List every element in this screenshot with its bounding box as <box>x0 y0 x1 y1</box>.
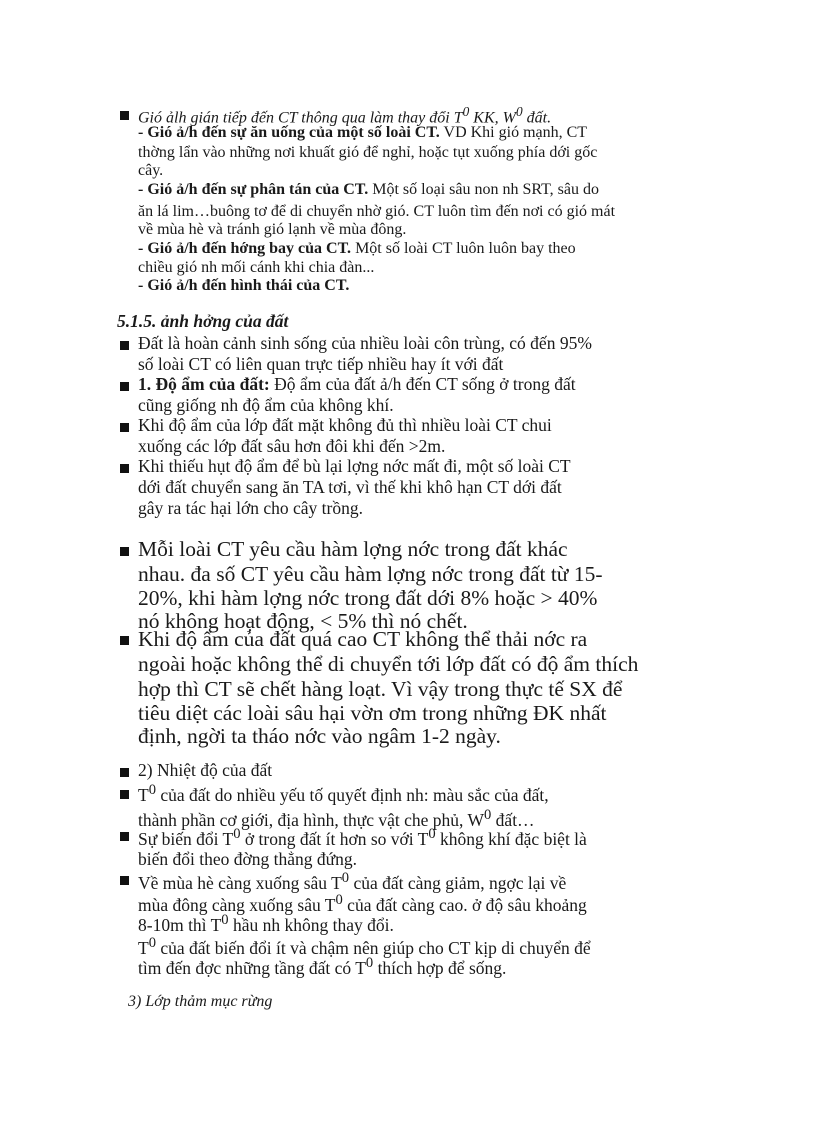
bullet-icon <box>120 111 129 120</box>
text-line: nhau. đa số CT yêu cầu hàm lợng nớc trong đất từ 15- <box>138 562 603 586</box>
text-line: mùa đông càng xuống sâu $T^0$ của đất càng cao. ở độ sâu khoảng <box>138 892 587 915</box>
bullet-icon <box>120 832 129 841</box>
text-line: - Gió ả/h đến sự ăn uống của một số loài CT. VD Khi gió mạnh, CT <box>138 124 588 141</box>
text-line: định, ngời ta tháo nớc vào ngâm 1-2 ngày. <box>138 724 501 748</box>
bullet-icon <box>120 423 129 432</box>
bullet-icon <box>120 768 129 777</box>
bullet-icon <box>120 790 129 799</box>
text-line: về mùa hè và tránh gió lạnh về mùa đông. <box>138 221 407 238</box>
text-line: Mỗi loài CT yêu cầu hàm lợng nớc trong đất khác <box>138 537 568 561</box>
text-line: xuống các lớp đất sâu hơn đôi khi đến >2m. <box>138 436 446 456</box>
text-line: 8-10m thì $T^0$ hầu nh không thay đổi. <box>138 912 394 935</box>
bullet-icon <box>120 547 129 556</box>
text-line: tìm đến đợc những tầng đất có $T^0$ thích hợp để sống. <box>138 955 507 978</box>
text-line: chiều gió nh mối cánh khi chia đàn... <box>138 259 375 276</box>
bullet-icon <box>120 876 129 885</box>
text-line: ăn lá lim…buông tơ để di chuyển nhờ gió. CT luôn tìm đến nơi có gió mát <box>138 203 616 220</box>
bullet-icon <box>120 464 129 473</box>
bullet-icon <box>120 636 129 645</box>
text-line: dới đất chuyển sang ăn TA tơi, vì thế khi khô hạn CT dới đất <box>138 477 562 497</box>
text-line: Khi độ ẩm của đất quá cao CT không thể thải nớc ra <box>138 627 588 651</box>
bullet-icon <box>120 382 129 391</box>
text-line: ngoài hoặc không thể di chuyển tới lớp đất có độ ẩm thích <box>138 652 639 676</box>
section-heading: 5.1.5. ảnh hởng của đất <box>117 311 289 331</box>
text-line: cũng giống nh độ ẩm của không khí. <box>138 395 394 415</box>
text-line: $T^0$ của đất biến đổi ít và chậm nên giúp cho CT kịp di chuyển để <box>138 935 591 958</box>
text-line: 20%, khi hàm lợng nớc trong đất dới 8% hoặc > 40% <box>138 586 598 610</box>
text-line: - Gió ả/h đến hớng bay của CT. Một số loài CT luôn luôn bay theo <box>138 240 576 257</box>
text-line: - Gió ả/h đến hình thái của CT. <box>138 277 350 294</box>
text-line: biến đổi theo đờng thẳng đứng. <box>138 849 357 869</box>
text-line: Về mùa hè càng xuống sâu $T^0$ của đất càng giảm, ngợc lại về <box>138 870 567 893</box>
text-line: cây. <box>138 162 164 179</box>
text-line: Gió ảlh gián tiếp đến CT thông qua làm thay đổi $T^0$ KK, $W^0$ đất. <box>138 104 552 127</box>
text-line: Khi thiếu hụt độ ẩm để bù lại lợng nớc mất đi, một số loài CT <box>138 456 571 476</box>
text-line: tiêu diệt các loài sâu hại vờn ơm trong những ĐK nhất <box>138 701 607 725</box>
text-line: gây ra tác hại lớn cho cây trồng. <box>138 498 363 518</box>
text-line: nó không hoạt động, < 5% thì nó chết. <box>138 609 468 633</box>
text-line: hợp thì CT sẽ chết hàng loạt. Vì vậy trong thực tế SX để <box>138 677 623 701</box>
text-line: thành phần cơ giới, địa hình, thực vật che phủ, $W^0$ đất… <box>138 807 535 830</box>
text-line: 1. Độ ẩm của đất: Độ ẩm của đất ả/h đến CT sống ở trong đất <box>138 374 576 394</box>
text-line: số loài CT có liên quan trực tiếp nhiều hay ít với đất <box>138 354 504 374</box>
text-line: Khi độ ẩm của lớp đất mặt không đủ thì nhiều loài CT chui <box>138 415 552 435</box>
text-line: thờng lẩn vào những nơi khuất gió để nghỉ, hoặc tụt xuống phía dới gốc <box>138 144 598 161</box>
section-heading: 3) Lớp thảm mục rừng <box>128 993 273 1010</box>
text-line: Sự biến đổi $T^0$ ở trong đất ít hơn so với $T^0$ không khí đặc biệt là <box>138 826 587 849</box>
text-line: Đất là hoàn cảnh sinh sống của nhiều loài côn trùng, có đến 95% <box>138 333 592 353</box>
text-line: 2) Nhiệt độ của đất <box>138 760 273 780</box>
text-line: - Gió ả/h đến sự phân tán của CT. Một số loại sâu non nh SRT, sâu do <box>138 181 599 198</box>
bullet-icon <box>120 341 129 350</box>
text-line: $T^0$ của đất do nhiều yếu tố quyết định nh: màu sắc của đất, <box>138 782 549 805</box>
